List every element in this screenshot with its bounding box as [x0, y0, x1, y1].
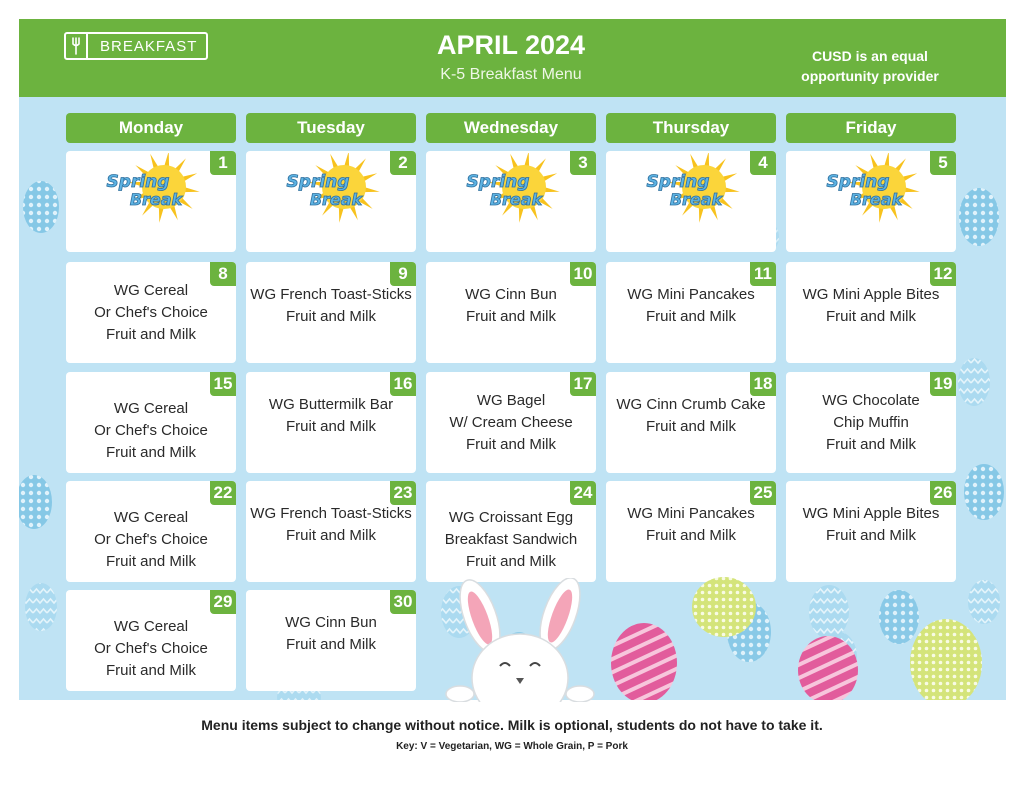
date-badge: 25	[750, 481, 776, 505]
menu-line: WG French Toast-Sticks	[250, 286, 412, 303]
menu-line: Fruit and Milk	[105, 553, 197, 570]
menu-line: W/ Cream Cheese	[449, 414, 573, 431]
date-badge: 15	[210, 372, 236, 396]
menu-line: Fruit and Milk	[465, 308, 557, 325]
fork-icon	[66, 34, 88, 58]
easter-eggs-illustration	[608, 575, 1008, 700]
calendar-cell	[606, 481, 776, 582]
calendar-cell	[246, 481, 416, 582]
spring-text: Spring	[286, 172, 350, 192]
calendar-cell	[66, 590, 236, 691]
bunny-illustration	[440, 578, 600, 702]
spring-break-graphic	[454, 153, 570, 229]
date-badge: 10	[570, 262, 596, 286]
logo-text: BREAKFAST	[100, 37, 198, 55]
calendar-cell	[246, 590, 416, 691]
menu-line: Or Chef's Choice	[94, 531, 208, 548]
menu-line: Breakfast Sandwich	[444, 531, 578, 548]
menu-items	[606, 503, 776, 547]
date-badge: 30	[390, 590, 416, 614]
menu-line: WG Bagel	[476, 392, 546, 409]
break-text: Break	[309, 190, 363, 209]
date-badge: 29	[210, 590, 236, 614]
spring-break-graphic	[274, 153, 390, 229]
calendar-cell	[786, 372, 956, 473]
date-badge: 12	[930, 262, 956, 286]
calendar-cell	[426, 151, 596, 252]
menu-line: WG Cinn Bun	[285, 614, 377, 631]
menu-line: Fruit and Milk	[285, 418, 377, 435]
menu-items	[426, 507, 596, 573]
spring-break-graphic	[634, 153, 750, 229]
menu-items	[606, 284, 776, 328]
menu-line: Or Chef's Choice	[94, 304, 208, 321]
equal-opportunity-notice: CUSD is an equal opportunity provider	[801, 48, 939, 84]
calendar-cell	[426, 262, 596, 363]
menu-line: Or Chef's Choice	[94, 640, 208, 657]
calendar-cell	[786, 151, 956, 252]
menu-line: Fruit and Milk	[825, 436, 917, 453]
menu-items	[786, 390, 956, 456]
break-text: Break	[849, 190, 903, 209]
menu-line: WG Cinn Crumb Cake	[616, 396, 766, 413]
menu-line: WG Cereal	[113, 618, 189, 635]
menu-items	[246, 284, 416, 328]
day-header-thursday: Thursday	[606, 113, 776, 143]
day-header-monday: Monday	[66, 113, 236, 143]
calendar-cell	[606, 372, 776, 473]
menu-line: Fruit and Milk	[825, 308, 917, 325]
menu-items	[246, 503, 416, 547]
menu-line: Or Chef's Choice	[94, 422, 208, 439]
calendar-cell	[246, 372, 416, 473]
day-header-wednesday: Wednesday	[426, 113, 596, 143]
spring-break-graphic	[94, 153, 210, 229]
spring-text: Spring	[106, 172, 170, 192]
spring-text: Spring	[646, 172, 710, 192]
menu-items	[66, 507, 236, 573]
menu-line: Fruit and Milk	[285, 308, 377, 325]
calendar-cell	[246, 151, 416, 252]
menu-line: Fruit and Milk	[645, 308, 737, 325]
menu-line: WG Cereal	[113, 509, 189, 526]
day-header-friday: Friday	[786, 113, 956, 143]
menu-items	[426, 284, 596, 328]
date-badge: 23	[390, 481, 416, 505]
date-badge: 4	[750, 151, 776, 175]
date-badge: 5	[930, 151, 956, 175]
menu-line: WG Mini Pancakes	[627, 286, 755, 303]
calendar-cell	[786, 481, 956, 582]
date-badge: 19	[930, 372, 956, 396]
menu-line: Chip Muffin	[833, 414, 909, 431]
menu-line: Fruit and Milk	[105, 326, 197, 343]
menu-items	[786, 284, 956, 328]
menu-line: WG Cereal	[113, 282, 189, 299]
menu-items	[66, 616, 236, 682]
calendar-cell	[786, 262, 956, 363]
date-badge: 8	[210, 262, 236, 286]
date-badge: 18	[750, 372, 776, 396]
date-badge: 24	[570, 481, 596, 505]
calendar-cell	[246, 262, 416, 363]
menu-line: WG Buttermilk Bar	[268, 396, 394, 413]
menu-line: Fruit and Milk	[825, 527, 917, 544]
date-badge: 2	[390, 151, 416, 175]
page-title: APRIL 2024	[436, 30, 586, 60]
menu-line: Fruit and Milk	[285, 636, 377, 653]
calendar-cell	[66, 262, 236, 363]
menu-line: WG Mini Apple Bites	[802, 505, 940, 522]
calendar-cell	[426, 481, 596, 582]
menu-items	[66, 280, 236, 346]
menu-line: WG Chocolate	[822, 392, 920, 409]
break-text: Break	[129, 190, 183, 209]
menu-line: WG Mini Apple Bites	[802, 286, 940, 303]
day-header-tuesday: Tuesday	[246, 113, 416, 143]
date-badge: 16	[390, 372, 416, 396]
spring-text: Spring	[826, 172, 890, 192]
calendar-cell	[66, 481, 236, 582]
calendar-cell	[606, 151, 776, 252]
menu-items	[246, 394, 416, 438]
menu-line: WG Mini Pancakes	[627, 505, 755, 522]
spring-break-graphic	[814, 153, 930, 229]
calendar-cell	[66, 151, 236, 252]
footer-note: Menu items subject to change without notice. Milk is optional, students do not have to take it.	[201, 717, 823, 733]
menu-line: Fruit and Milk	[105, 444, 197, 461]
menu-line: Fruit and Milk	[285, 527, 377, 544]
menu-line: WG Cereal	[113, 400, 189, 417]
calendar-cell	[426, 372, 596, 473]
menu-items	[246, 612, 416, 656]
spring-text: Spring	[466, 172, 530, 192]
calendar-cell	[66, 372, 236, 473]
menu-line: WG French Toast-Sticks	[250, 505, 412, 522]
menu-items	[606, 394, 776, 438]
break-text: Break	[669, 190, 723, 209]
menu-items	[66, 398, 236, 464]
menu-items	[426, 390, 596, 456]
break-text: Break	[489, 190, 543, 209]
date-badge: 1	[210, 151, 236, 175]
date-badge: 3	[570, 151, 596, 175]
menu-line: WG Cinn Bun	[465, 286, 557, 303]
menu-items	[786, 503, 956, 547]
menu-line: Fruit and Milk	[105, 662, 197, 679]
date-badge: 26	[930, 481, 956, 505]
footer-key: Key: V = Vegetarian, WG = Whole Grain, P = Pork	[396, 741, 628, 752]
menu-line: Fruit and Milk	[645, 418, 737, 435]
menu-line: Fruit and Milk	[465, 436, 557, 453]
menu-line: Fruit and Milk	[645, 527, 737, 544]
breakfast-logo	[64, 32, 208, 60]
calendar-cell	[606, 262, 776, 363]
menu-line: WG Croissant Egg	[448, 509, 574, 526]
date-badge: 9	[390, 262, 416, 286]
page-subtitle: K-5 Breakfast Menu	[440, 66, 582, 83]
date-badge: 17	[570, 372, 596, 396]
date-badge: 22	[210, 481, 236, 505]
menu-line: Fruit and Milk	[465, 553, 557, 570]
date-badge: 11	[750, 262, 776, 286]
